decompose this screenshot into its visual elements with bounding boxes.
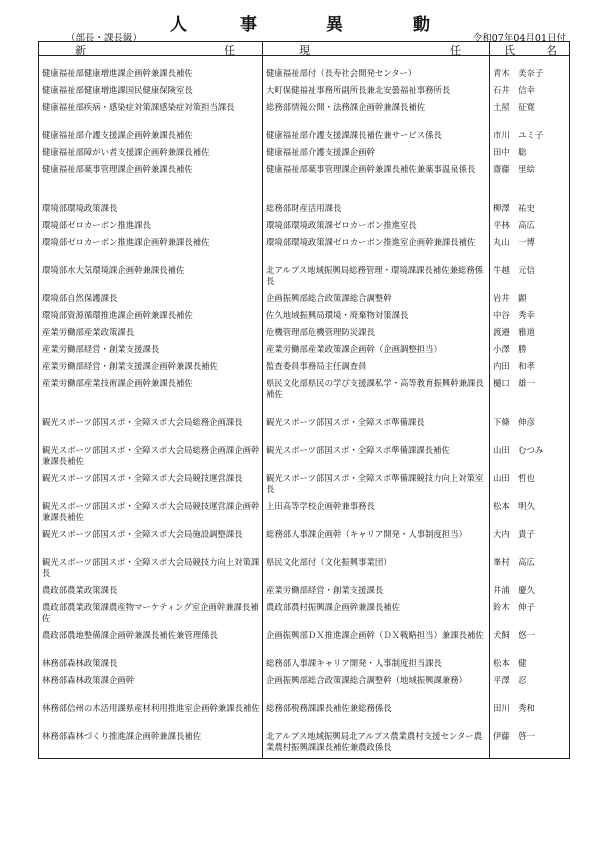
person-name-cell: 松本 明久: [490, 500, 570, 528]
person-name-cell: 齋藤 里絵: [490, 163, 570, 191]
new-post-cell: 観光スポーツ部国スポ・全障スポ大会局施設調整課長: [42, 529, 243, 539]
spacer-cell: [490, 56, 570, 68]
table-row: [39, 556, 570, 584]
header-name-char-2: 名: [546, 44, 557, 57]
current-post-cell: 観光スポーツ部国スポ・全障スポ準備課課長補佐: [263, 444, 490, 472]
title-char-3: 異: [326, 15, 343, 35]
new-post-cell: 環境部ゼロカーボン推進課長: [42, 220, 151, 230]
person-name-cell: 井浦 慶久: [490, 584, 570, 601]
header-current-char-1: 現: [299, 44, 310, 57]
person-name-cell: 青木 美奈子: [490, 67, 570, 84]
table-row: [39, 129, 570, 146]
table-row: [39, 326, 570, 343]
current-post-cell: 環境部環境政策課ゼロカーボン推進室企画幹兼課長補佐: [263, 236, 490, 264]
group-spacer: [39, 191, 570, 202]
new-post-cell: 産業労働部産業技術課企画幹兼課長補佐: [42, 378, 193, 388]
spacer-cell: [39, 191, 263, 202]
table-row: [39, 584, 570, 601]
person-name-cell: 山田 哲也: [490, 472, 570, 500]
current-post-cell: 農政部農村振興課企画幹兼課長補佐: [263, 601, 490, 629]
table-row: [39, 67, 570, 84]
person-name-cell: 峯村 高広: [490, 556, 570, 584]
new-post-cell: 健康福祉部健康増進課国民健康保険室長: [42, 85, 193, 95]
current-post-cell: 総務部財産活用課長: [263, 202, 490, 219]
person-name-cell: 平林 高広: [490, 219, 570, 236]
table-row: [39, 377, 570, 405]
current-post-cell: 北アルプス地域振興局北アルプス農業農村支援センター農業農村振興課課長補佐兼農政係長: [263, 730, 490, 759]
group-spacer: [39, 405, 570, 416]
table-row: [39, 360, 570, 377]
table-row: [39, 219, 570, 236]
person-name-cell: 柳澤 祐史: [490, 202, 570, 219]
spacer-cell: [263, 191, 490, 202]
table-row: [39, 657, 570, 674]
current-post-cell: 上田高等学校企画幹兼事務長: [263, 500, 490, 528]
header-current-char-2: 任: [450, 44, 461, 57]
new-post-cell: 健康福祉部疾病・感染症対策課感染症対策担当課長: [42, 102, 235, 112]
header-name: [490, 42, 570, 56]
new-post-cell: 観光スポーツ部国スポ・全障スポ大会局総務企画課企画幹兼課長補佐: [42, 445, 260, 466]
table-row: [39, 601, 570, 629]
new-post-cell: 観光スポーツ部国スポ・全障スポ大会局競技運営課企画幹兼課長補佐: [42, 501, 260, 522]
table-row: [39, 629, 570, 657]
current-post-cell: 環境部環境政策課ゼロカーボン推進室長: [263, 219, 490, 236]
new-post-cell: 環境部資源循環推進課企画幹兼課長補佐: [42, 310, 193, 320]
table-row: [39, 416, 570, 444]
person-name-cell: 市川 ユミ子: [490, 129, 570, 146]
new-post-cell: 健康福祉部健康増進課企画幹兼課長補佐: [42, 68, 193, 78]
table-row: [39, 343, 570, 360]
table-row: [39, 730, 570, 759]
subtitle-rank: （部長・課長級）: [66, 33, 143, 44]
current-post-cell: 総務部人事課キャリア開発・人事制度担当課長: [263, 657, 490, 674]
table-row: [39, 528, 570, 556]
table-row: [39, 674, 570, 702]
person-name-cell: 田中 聡: [490, 146, 570, 163]
new-post-cell: 環境部水大気環境課企画幹兼課長補佐: [42, 265, 185, 275]
person-name-cell: 大内 貴子: [490, 528, 570, 556]
new-post-cell: 産業労働部経営・創業支援課企画幹兼課長補佐: [42, 361, 218, 371]
header-current: [263, 42, 490, 56]
person-name-cell: 伊藤 啓一: [490, 730, 570, 759]
new-post-cell: 健康福祉部介護支援課企画幹兼課長補佐: [42, 130, 193, 140]
current-post-cell: 総務部税務課課長補佐兼総務係長: [263, 702, 490, 730]
person-name-cell: 松本 健: [490, 657, 570, 674]
current-post-cell: 健康福祉部付（長寿社会開発センター）: [263, 67, 490, 84]
table-body: [39, 56, 570, 759]
new-post-cell: 林務部森林づくり推進課企画幹兼課長補佐: [42, 731, 202, 741]
header-name-char-1: 氏: [504, 44, 515, 57]
person-name-cell: 中谷 秀幸: [490, 309, 570, 326]
new-post-cell: 健康福祉部薬事管理課企画幹兼課長補佐: [42, 164, 193, 174]
person-name-cell: 丸山 一博: [490, 236, 570, 264]
table-row: [39, 202, 570, 219]
effective-date: 令和07年04月01日付: [472, 33, 566, 44]
page-title: [0, 10, 604, 35]
new-post-cell: 林務部信州の木活用課県産材利用推進室企画幹兼課長補佐: [42, 703, 260, 713]
new-post-cell: 環境部ゼロカーボン推進課企画幹兼課長補佐: [42, 237, 210, 247]
table-row: [39, 101, 570, 129]
current-post-cell: 佐久地域振興局環境・廃棄物対策課長: [263, 309, 490, 326]
new-post-cell: 環境部環境政策課長: [42, 203, 118, 213]
current-post-cell: 企画振興部ＤＸ推進課企画幹（ＤＸ戦略担当）兼課長補佐: [263, 629, 490, 657]
current-post-cell: 危機管理部危機管理防災課長: [263, 326, 490, 343]
person-name-cell: 小澤 勝: [490, 343, 570, 360]
person-name-cell: 牛越 元信: [490, 264, 570, 292]
person-name-cell: 下條 伸彦: [490, 416, 570, 444]
new-post-cell: 観光スポーツ部国スポ・全障スポ大会局競技力向上対策課長: [42, 557, 260, 578]
new-post-cell: 環境部自然保護課長: [42, 293, 118, 303]
person-name-cell: 内田 和孝: [490, 360, 570, 377]
header-new-char-1: 新: [75, 44, 86, 57]
current-post-cell: 健康福祉部薬事管理課企画幹兼課長補佐兼薬事温泉係長: [263, 163, 490, 191]
current-post-cell: 産業労働部経営・創業支援課長: [263, 584, 490, 601]
current-post-cell: 観光スポーツ部国スポ・全障スポ準備課競技力向上対策室長: [263, 472, 490, 500]
spacer-cell: [490, 405, 570, 416]
person-name-cell: 石井 信幸: [490, 84, 570, 101]
person-name-cell: 犬飼 悠一: [490, 629, 570, 657]
table-row: [39, 264, 570, 292]
new-post-cell: 産業労働部経営・創業支援課長: [42, 344, 160, 354]
spacer-cell: [39, 405, 263, 416]
current-post-cell: 大町保健福祉事務所副所長兼北安曇福祉事務所長: [263, 84, 490, 101]
new-post-cell: 観光スポーツ部国スポ・全障スポ大会局総務企画課長: [42, 417, 243, 427]
current-post-cell: 総務部人事課企画幹（キャリア開発・人事制度担当）: [263, 528, 490, 556]
header-new-char-2: 任: [224, 44, 235, 57]
current-post-cell: 健康福祉部介護支援課企画幹: [263, 146, 490, 163]
header-new: [39, 42, 263, 56]
current-post-cell: 健康福祉部介護支援課課長補佐兼サービス係長: [263, 129, 490, 146]
person-name-cell: 田川 秀和: [490, 702, 570, 730]
person-name-cell: 平澤 忍: [490, 674, 570, 702]
table-row: [39, 500, 570, 528]
person-name-cell: 鈴木 伸子: [490, 601, 570, 629]
table-row: [39, 292, 570, 309]
new-post-cell: 林務部森林政策課企画幹: [42, 675, 135, 685]
person-name-cell: 岩井 顕: [490, 292, 570, 309]
current-post-cell: 北アルプス地域振興局総務管理・環境課課長補佐兼総務係長: [263, 264, 490, 292]
table-row: [39, 146, 570, 163]
table-row: [39, 702, 570, 730]
spacer-cell: [490, 191, 570, 202]
current-post-cell: 総務部情報公開・法務課企画幹兼課長補佐: [263, 101, 490, 129]
table-row: [39, 444, 570, 472]
title-char-2: 事: [240, 15, 257, 35]
current-post-cell: 観光スポーツ部国スポ・全障スポ準備課長: [263, 416, 490, 444]
current-post-cell: 監査委員事務局主任調査員: [263, 360, 490, 377]
table-row: [39, 309, 570, 326]
person-name-cell: 山田 むつみ: [490, 444, 570, 472]
new-post-cell: 観光スポーツ部国スポ・全障スポ大会局競技運営課長: [42, 473, 243, 483]
personnel-table: [38, 41, 570, 759]
person-name-cell: 土屋 征寛: [490, 101, 570, 129]
title-char-1: 人: [170, 15, 187, 35]
header-row: [39, 42, 570, 56]
current-post-cell: 産業労働部産業政策課企画幹（企画調整担当）: [263, 343, 490, 360]
title-char-4: 動: [413, 15, 430, 35]
new-post-cell: 産業労働部産業政策課長: [42, 327, 135, 337]
current-post-cell: 企画振興部総合政策課総合調整幹（地域振興課兼務）: [263, 674, 490, 702]
person-name-cell: 渡邉 雅道: [490, 326, 570, 343]
new-post-cell: 農政部農業政策課農産物マーケティング室企画幹兼課長補佐: [42, 602, 259, 623]
table-row: [39, 472, 570, 500]
spacer-cell: [263, 405, 490, 416]
person-name-cell: 樋口 雄一: [490, 377, 570, 405]
current-post-cell: 県民文化部県民の学び支援課私学・高等教育振興幹兼課長補佐: [263, 377, 490, 405]
new-post-cell: 農政部農業政策課長: [42, 585, 118, 595]
current-post-cell: 企画振興部総合政策課総合調整幹: [263, 292, 490, 309]
current-post-cell: 県民文化部付（文化振興事業団）: [263, 556, 490, 584]
new-post-cell: 農政部農地整備課企画幹兼課長補佐兼管理係長: [42, 630, 218, 640]
table-row: [39, 163, 570, 191]
new-post-cell: 林務部森林政策課長: [42, 658, 118, 668]
table-row: [39, 84, 570, 101]
table-row: [39, 236, 570, 264]
new-post-cell: 健康福祉部障がい者支援課企画幹兼課長補佐: [42, 147, 210, 157]
